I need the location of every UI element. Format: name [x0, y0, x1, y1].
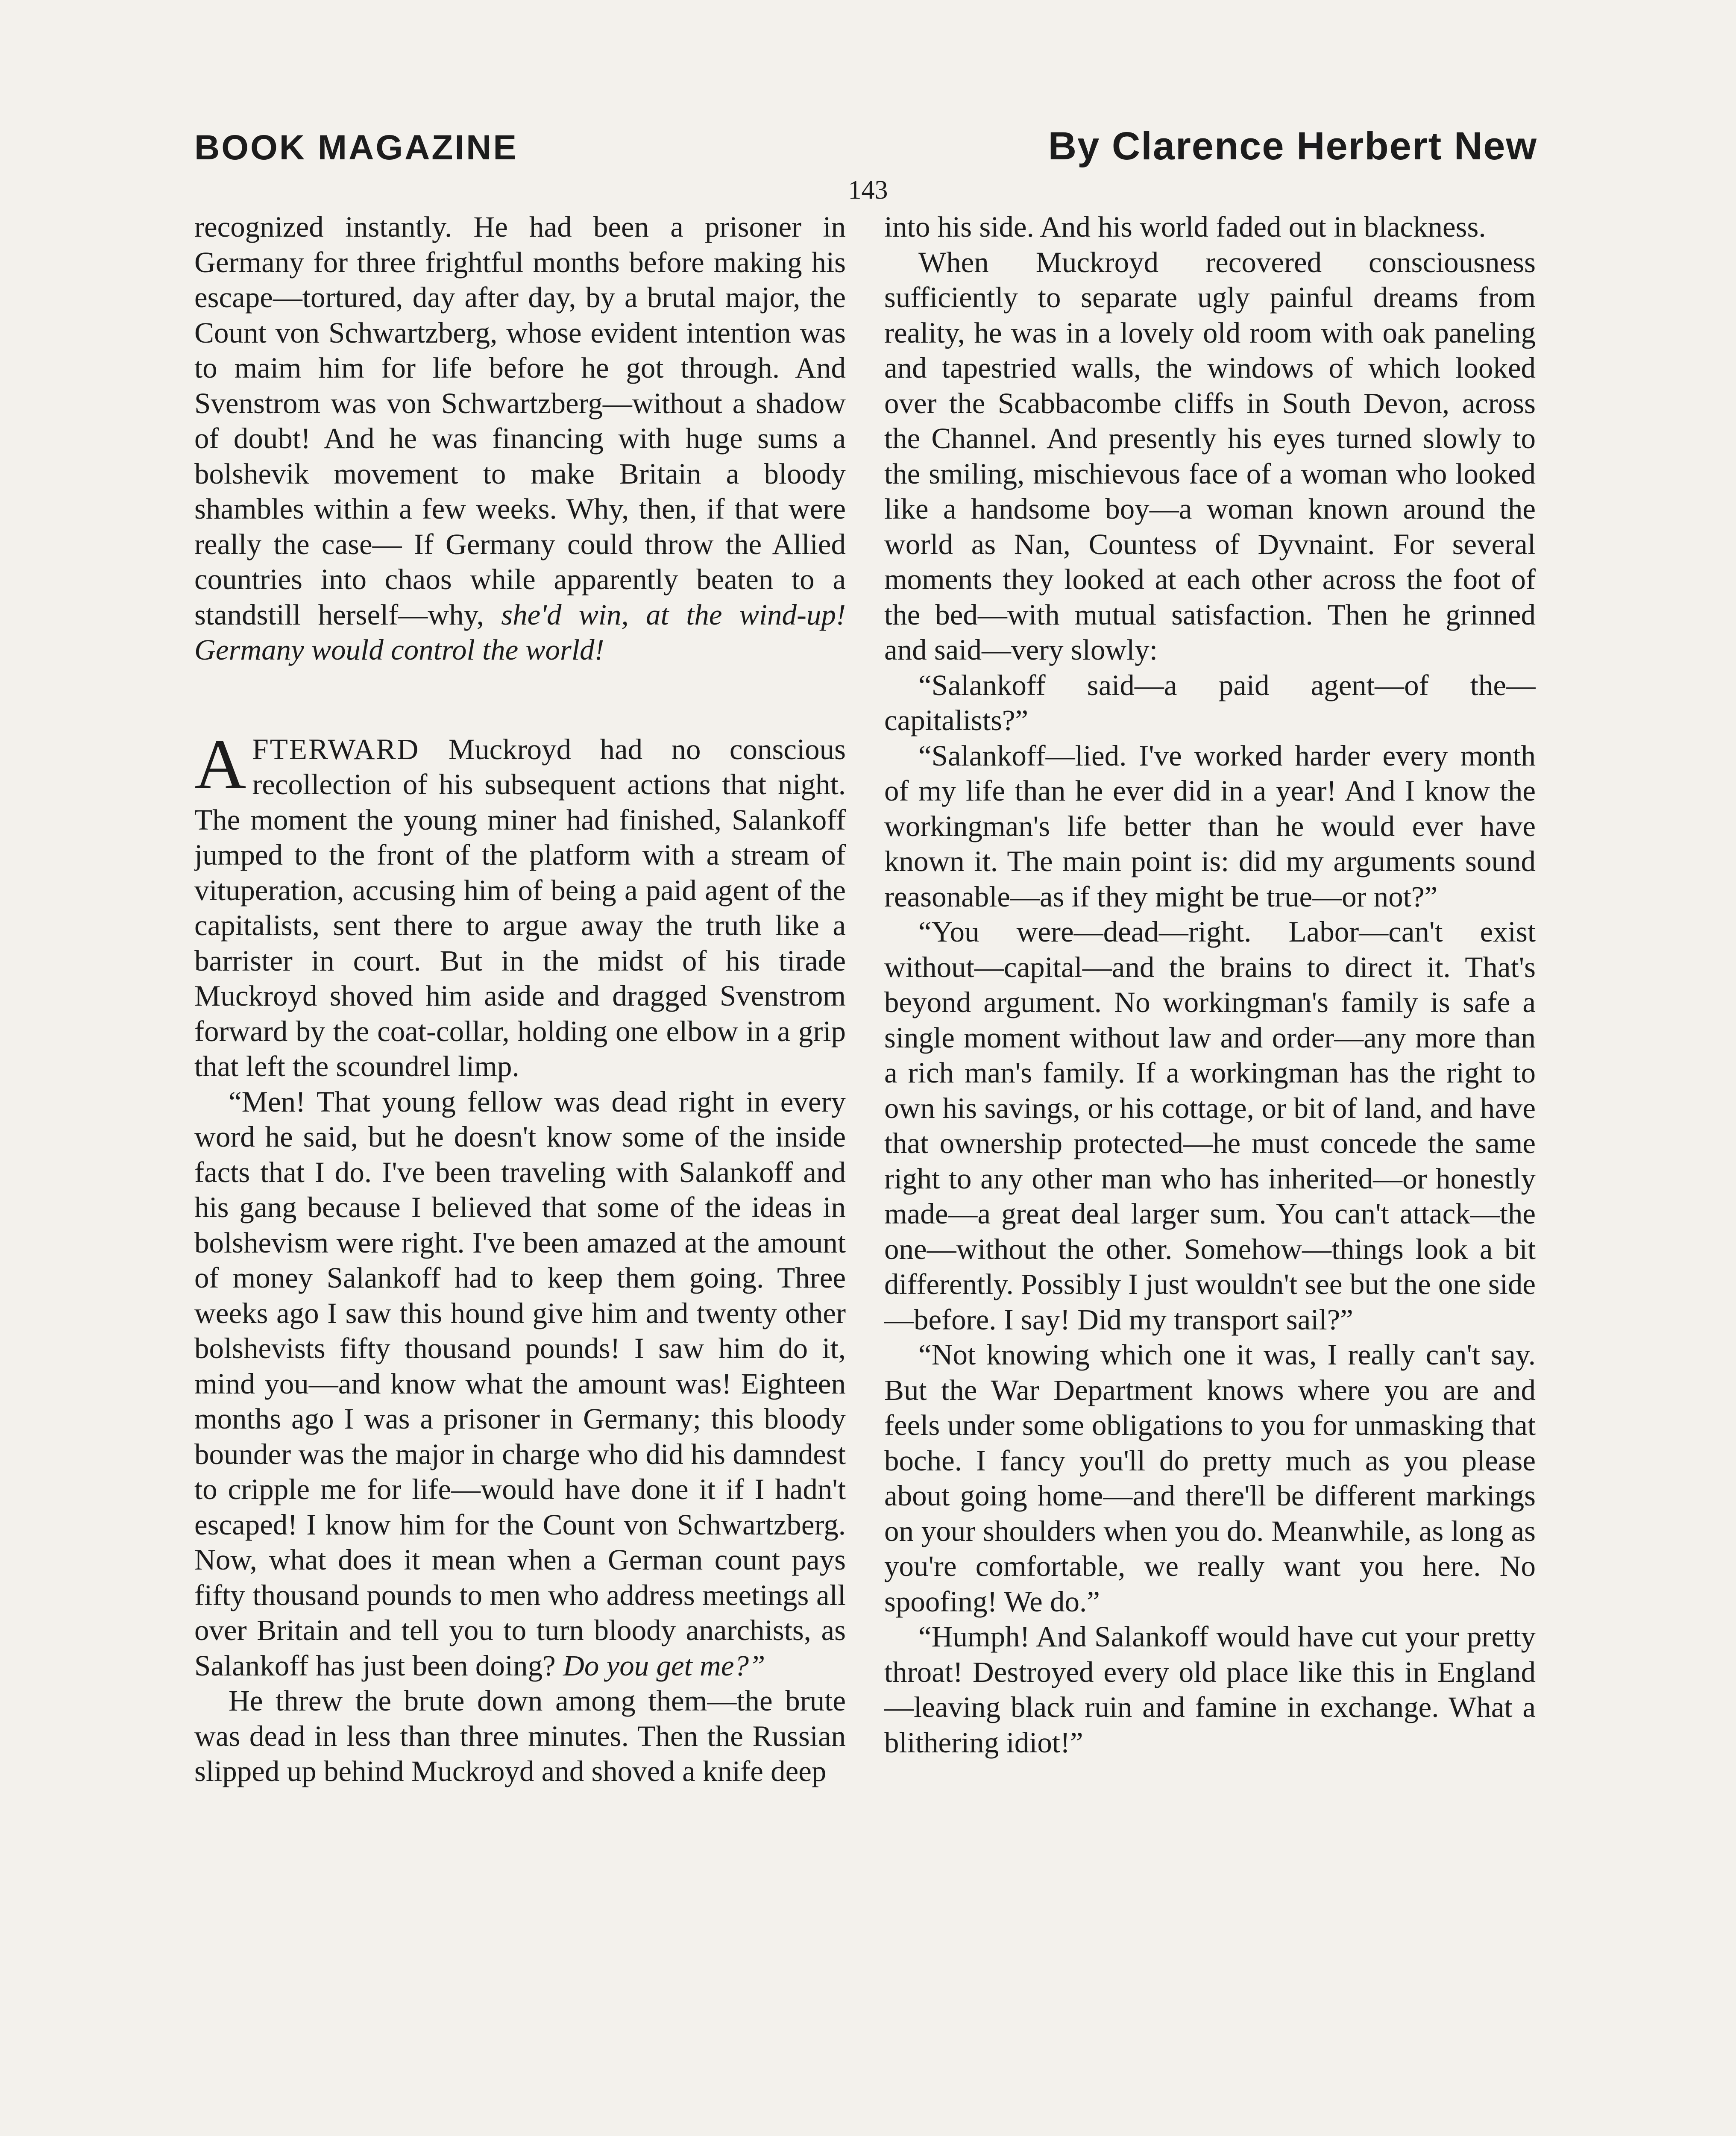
drop-cap: A	[194, 724, 246, 804]
right-column	[884, 209, 1536, 2136]
paragraph-text: recognized instantly. He had been a prisoner in Germany for three frightful months before making his escape—tortured, day after day, by a brutal major, the Count von Schwartzberg, whose evident intention was to maim him for life before he got through. And Svenstrom was von Schwartzberg—without a shadow of doubt! And he was financing with huge sums a bolshevik movement to make Britain a bloody shambles within a few weeks. Why, then, if that were really the case— If Germany could throw the Allied countries into chaos while apparently beaten to a standstill herself—why,	[194, 211, 846, 631]
paragraph-text: “Men! That young fellow was dead right in every word he said, but he doesn't know some of the inside facts that I do. I've been traveling with Salankoff and his gang because I believed that some of the ideas in bolshevism were right. I've been amazed at the amount of money Salankoff had to keep them going. Three weeks ago I saw this hound give him and twenty other bolshevists fifty thousand pounds! I saw him do it, mind you—and know what the amount was! Eighteen months ago I was a prisoner in Germany; this bloody bounder was the major in charge who did his damndest to cripple me for life—would have done it if I hadn't escaped! I know him for the Count von Schwartzberg. Now, what does it mean when a German count pays fifty thousand pounds to men who address meetings all over Britain and tell you to turn bloody anarchists, as Salankoff has just been doing?	[194, 1085, 846, 1682]
paragraph: “Not knowing which one it was, I really can't say. But the War Department knows where you are and feels under some obligations to you for unmasking that boche. I fancy you'll do pretty much as you please about going home—and there'll be different markings on your shoulders when you do. Meanwhile, as long as you're comfortable, we really want you here. No spoofing! We do.”	[884, 1338, 1536, 1618]
paragraph: When Muckroyd recovered consciousness sufficiently to separate ugly painful dreams from reality, he was in a lovely old room with oak paneling and tapestried walls, the windows of which looked over the Scabbacombe cliffs in South Devon, across the Channel. And presently his eyes turned slowly to the smiling, mischievous face of a woman who looked like a handsome boy—a woman known around the world as Nan, Countess of Dyvnaint. For several moments they looked at each other across the foot of the bed—with mutual satisfaction. Then he grinned and said—very slowly:	[884, 246, 1536, 666]
running-header	[194, 124, 1537, 169]
author-byline: By Clarence Herbert New	[1048, 124, 1537, 168]
paragraph: He threw the brute down among them—the brute was dead in less than three minutes. Then the Russian slipped up behind Muckroyd and shoved a knife deep	[194, 1684, 846, 1787]
paragraph: into his side. And his world faded out in blackness.	[884, 211, 1486, 243]
magazine-title: BOOK MAGAZINE	[194, 128, 519, 167]
left-column	[194, 209, 846, 2136]
section-opening-paragraph	[194, 724, 846, 1084]
italic-text: Do you get me?”	[563, 1649, 765, 1682]
paragraph: “You were—dead—right. Labor—can't exist without—capital—and the brains to direct it. That's beyond argument. No workingman's family is safe a single moment without law and order—any more than a rich man's family. If a workingman has the right to own his savings, or his cottage, or bit of land, and have that ownership protected—he must concede the same right to any other man who has inherited—or honestly made—a great deal larger sum. You can't attack—the one—without the other. Somehow—things look a bit differently. Possibly I just wouldn't see but the one side—before. I say! Did my transport sail?”	[884, 915, 1536, 1336]
small-caps-word: FTERWARD	[252, 733, 420, 766]
page-number: 143	[848, 176, 888, 205]
paragraph	[194, 1084, 846, 1684]
paragraph: “Salankoff said—a paid agent—of the—capitalists?”	[884, 669, 1536, 736]
italic-text: she'd win, at the wind-up! Germany would control the world!	[194, 598, 846, 666]
paragraph	[194, 209, 846, 668]
paragraph-text: Muckroyd had no conscious recollection of his subsequent actions that night. The moment the young miner had finished, Salankoff jumped to the front of the platform with a stream of vituperation, accusing him of being a paid agent of the capitalists, sent there to argue away the truth like a barrister in court. But in the midst of his tirade Muckroyd shoved him aside and dragged Svenstrom forward by the coat-collar, holding one elbow in a grip that left the scoundrel limp.	[194, 733, 846, 1083]
text-columns	[194, 209, 1536, 2136]
paragraph: “Humph! And Salankoff would have cut your pretty throat! Destroyed every old place like this in England—leaving black ruin and famine in exchange. What a blithering idiot!”	[884, 1620, 1536, 1759]
paragraph: “Salankoff—lied. I've worked harder every month of my life than he ever did in a year! And I know the workingman's life better than he would ever have known it. The main point is: did my arguments sound reasonable—as if they might be true—or not?”	[884, 739, 1536, 913]
